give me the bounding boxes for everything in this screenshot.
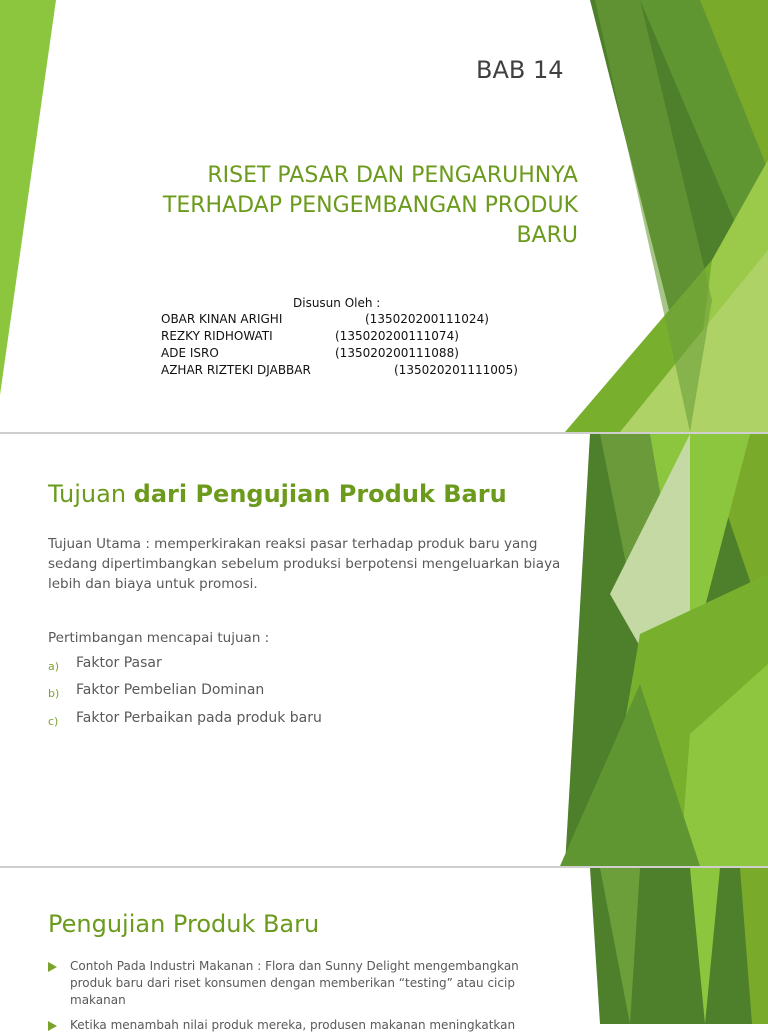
author-nim: (135020200111088) bbox=[335, 346, 459, 360]
author-name: OBAR KINAN ARIGHI bbox=[161, 312, 283, 326]
list-marker: c) bbox=[48, 715, 59, 728]
author-nim: (135020200111074) bbox=[335, 329, 459, 343]
bullet-text: Ketika menambah nilai produk mereka, produsen makanan meningkatkan bbox=[70, 1018, 516, 1032]
title-line: TERHADAP PENGEMBANGAN PRODUK bbox=[162, 193, 578, 218]
slide-pengujian bbox=[0, 868, 768, 1032]
author-name: REZKY RIDHOWATI bbox=[161, 329, 273, 343]
slide-tujuan bbox=[0, 434, 768, 866]
slide-title-text bbox=[138, 161, 578, 251]
bullet-text: Contoh Pada Industri Makanan : Flora dan Sunny Delight mengembangkan produk baru dari riset konsumen dengan memberikan “testing” atau cicip makanan bbox=[70, 959, 519, 1007]
author-name: ADE ISRO bbox=[161, 346, 219, 360]
chapter-label: BAB 14 bbox=[476, 56, 564, 84]
paragraph: Tujuan Utama : memperkirakan reaksi pasar terhadap produk baru yang sedang dipertimbangkan sebelum produksi berpotensi mengeluarkan biaya lebih dan biaya untuk promosi. bbox=[48, 536, 561, 592]
title-line: RISET PASAR DAN PENGARUHNYA bbox=[207, 163, 578, 188]
author-name: AZHAR RIZTEKI DJABBAR bbox=[161, 363, 311, 377]
list-item: Faktor Pasar bbox=[76, 655, 162, 671]
list-item: Faktor Pembelian Dominan bbox=[76, 682, 265, 698]
heading-regular: Tujuan bbox=[48, 480, 134, 508]
list-item: Faktor Perbaikan pada produk baru bbox=[76, 710, 322, 726]
author-nim: (135020201111005) bbox=[394, 363, 518, 377]
title-line: BARU bbox=[516, 223, 578, 248]
heading-bold: dari Pengujian Produk Baru bbox=[133, 480, 507, 508]
list-marker: b) bbox=[48, 687, 60, 700]
list-intro: Pertimbangan mencapai tujuan : bbox=[48, 630, 270, 646]
slide-heading: Pengujian Produk Baru bbox=[48, 910, 320, 938]
slide-title bbox=[0, 0, 768, 432]
author-nim: (135020200111024) bbox=[365, 312, 489, 326]
slide-heading bbox=[48, 480, 507, 508]
disusun-label: Disusun Oleh : bbox=[293, 296, 381, 310]
bullet-arrow-icon bbox=[48, 1021, 57, 1031]
list-marker: a) bbox=[48, 660, 60, 673]
bullet-arrow-icon bbox=[48, 962, 57, 972]
